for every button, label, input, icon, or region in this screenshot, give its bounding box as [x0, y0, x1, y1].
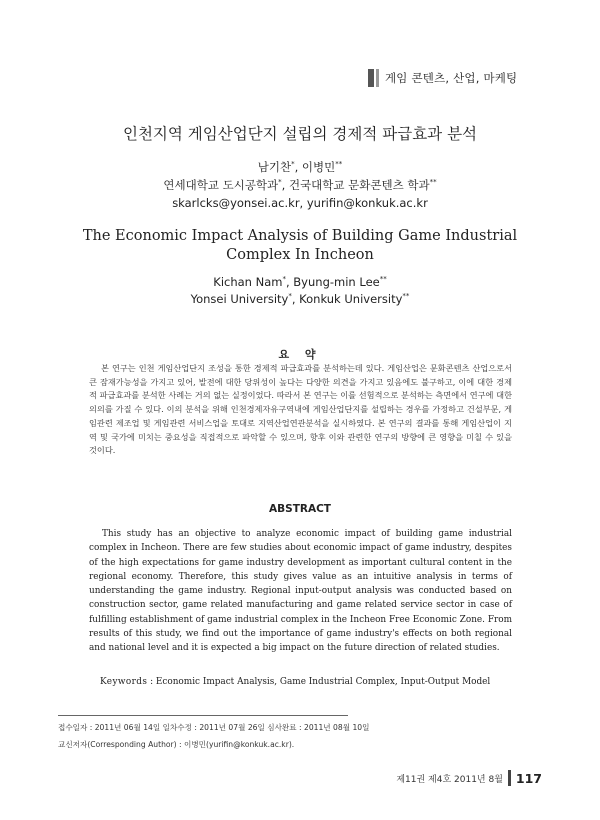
- author-1-ko-mark: *: [291, 160, 295, 169]
- page-number: 117: [515, 770, 542, 786]
- page-footer: [396, 770, 542, 786]
- author-sep-ko: ,: [294, 160, 302, 174]
- abstract-korean-heading: 요 약: [278, 348, 322, 361]
- author-emails: skarlcks@yonsei.ac.kr, yurifin@konkuk.ac.kr: [172, 196, 428, 210]
- affiliation-2-en-mark: **: [402, 292, 410, 301]
- author-2-ko: 이병민: [301, 160, 336, 174]
- paper-title-korean: 인천지역 게임산업단지 설립의 경제적 파급효과 분석: [122, 125, 478, 143]
- footer-divider-bar: [508, 770, 511, 786]
- tag-bar-dark: [368, 69, 374, 87]
- authors-english: [0, 275, 600, 289]
- keywords-list: Economic Impact Analysis, Game Industrial Complex, Input-Output Model: [155, 677, 491, 687]
- author-2-en: Byung-min Lee: [293, 275, 380, 289]
- affiliations-korean: [0, 177, 600, 193]
- affiliation-1-en-mark: *: [288, 292, 292, 301]
- affiliation-1-ko-mark: *: [278, 178, 282, 187]
- author-1-en: Kichan Nam: [213, 275, 283, 289]
- abstract-english-body: This study has an objective to analyze economic impact of building game industrial complex in Incheon. There are few studies about economic impact of game industry, despites of the high expectations for game industry development as important cultural content in the regional economy. Therefore, this study gives value as an intuitive analysis in terms of understanding the game industry. Regional input-output analysis was conducted based on construction sector, game related manufacturing and game related service sector in case of fulfilling establishment of game industrial complex in the Incheon Free Economic Zone. From results of this study, we find out the importance of game industry's effects on both regional and national level and it is expected a big impact on the future direction of related studies.: [89, 529, 512, 654]
- affiliation-sep-en: ,: [291, 292, 300, 306]
- affiliations-english: [0, 292, 600, 306]
- tag-bar-light: [376, 69, 379, 87]
- affiliation-1-ko: 연세대학교 도시공학과: [163, 178, 279, 192]
- section-category-tag: [368, 69, 517, 87]
- abstract-korean-body: 본 연구는 인천 게임산업단지 조성을 통한 경제적 파급효과를 분석하는데 있다. 게임산업은 문화콘텐츠 산업으로서 큰 잠재가능성을 가지고 있어, 발전에 대한 당위성이 높다는 다양한 의견을 가지고 있음에도 불구하고, 이에 대한 경제적 파급효과를 분석한 사례는 거의 없는 실정이었다. 따라서 본 연구는 이를 선험적으로 분석하는 측면에서 연구에 대한 의의를 가질 수 있다. 이의 분석을 위해 인천경제자유구역내에 게임산업단지를 설립하는 경우를 가정하고 건설부문, 게임관련 제조업 및 게임관련 서비스업을 토대로 지역산업연관분석을 실시하였다. 본 연구의 결과를 통해 게임산업이 지역 및 국가에 미치는 중요성을 직접적으로 파악할 수 있으며, 향후 이와 관련한 연구의 방향에 큰 영향을 미칠 수 있을 것이다.: [89, 363, 512, 456]
- affiliation-sep-ko: ,: [281, 178, 289, 192]
- abstract-english-heading: ABSTRACT: [269, 503, 331, 515]
- author-1-en-mark: *: [282, 275, 286, 284]
- author-1-ko: 남기찬: [257, 160, 292, 174]
- journal-volume-info: 제11권 제4호 2011년 8월: [396, 774, 503, 785]
- affiliation-2-ko: 건국대학교 문화콘텐츠 학과: [288, 178, 430, 192]
- affiliation-2-ko-mark: **: [429, 178, 437, 187]
- affiliation-1-en: Yonsei University: [190, 292, 289, 306]
- submission-dates: 접수일자 : 2011년 06월 14일 일차수정 : 2011년 07월 26일 심사완료 : 2011년 08월 10일: [58, 723, 370, 732]
- keywords-line: [100, 677, 520, 687]
- keywords-label: Keywords: [100, 677, 148, 687]
- author-sep-en: ,: [285, 275, 294, 289]
- keywords-separator: :: [147, 677, 156, 687]
- author-2-ko-mark: **: [335, 160, 343, 169]
- authors-korean: [0, 159, 600, 175]
- author-2-en-mark: **: [379, 275, 387, 284]
- section-category-label: 게임 콘텐츠, 산업, 마케팅: [385, 71, 518, 85]
- corresponding-author: 교신저자(Corresponding Author) : 이병민(yurifin@konkuk.ac.kr).: [58, 740, 295, 749]
- affiliation-2-en: Konkuk University: [299, 292, 403, 306]
- footnote-divider: [58, 715, 348, 716]
- paper-title-english: The Economic Impact Analysis of Building Game Industrial Complex In Incheon: [82, 228, 518, 263]
